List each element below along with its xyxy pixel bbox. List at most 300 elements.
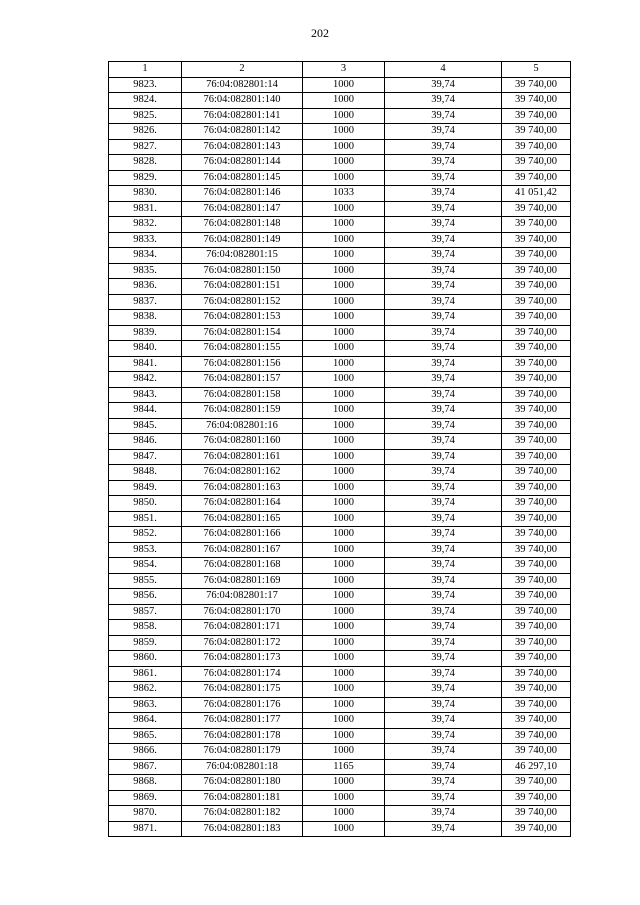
area-cell: 1000 bbox=[303, 465, 385, 481]
area-cell: 1000 bbox=[303, 480, 385, 496]
area-cell: 1000 bbox=[303, 558, 385, 574]
row-number-cell: 9853. bbox=[109, 542, 182, 558]
row-number-cell: 9854. bbox=[109, 558, 182, 574]
table-row bbox=[109, 449, 571, 465]
cadastral-number-cell: 76:04:082801:18 bbox=[182, 759, 303, 775]
cadastral-number-cell: 76:04:082801:171 bbox=[182, 620, 303, 636]
amount-cell: 39 740,00 bbox=[502, 170, 571, 186]
area-cell: 1000 bbox=[303, 108, 385, 124]
table-row bbox=[109, 356, 571, 372]
row-number-cell: 9845. bbox=[109, 418, 182, 434]
cadastral-number-cell: 76:04:082801:140 bbox=[182, 93, 303, 109]
rate-cell: 39,74 bbox=[385, 651, 502, 667]
area-cell: 1000 bbox=[303, 682, 385, 698]
rate-cell: 39,74 bbox=[385, 155, 502, 171]
area-cell: 1000 bbox=[303, 620, 385, 636]
cadastral-number-cell: 76:04:082801:15 bbox=[182, 248, 303, 264]
page-number: 202 bbox=[311, 26, 329, 40]
row-number-cell: 9846. bbox=[109, 434, 182, 450]
table-row bbox=[109, 542, 571, 558]
rate-cell: 39,74 bbox=[385, 511, 502, 527]
area-cell: 1033 bbox=[303, 186, 385, 202]
rate-cell: 39,74 bbox=[385, 186, 502, 202]
area-cell: 1000 bbox=[303, 155, 385, 171]
area-cell: 1000 bbox=[303, 604, 385, 620]
row-number-cell: 9851. bbox=[109, 511, 182, 527]
row-number-cell: 9859. bbox=[109, 635, 182, 651]
table-row bbox=[109, 387, 571, 403]
area-cell: 1000 bbox=[303, 387, 385, 403]
amount-cell: 39 740,00 bbox=[502, 744, 571, 760]
amount-cell: 39 740,00 bbox=[502, 403, 571, 419]
amount-cell: 39 740,00 bbox=[502, 465, 571, 481]
amount-cell: 39 740,00 bbox=[502, 790, 571, 806]
amount-cell: 39 740,00 bbox=[502, 232, 571, 248]
table-row bbox=[109, 201, 571, 217]
amount-cell: 39 740,00 bbox=[502, 108, 571, 124]
table-body bbox=[109, 77, 571, 837]
table-row bbox=[109, 294, 571, 310]
row-number-cell: 9860. bbox=[109, 651, 182, 667]
amount-cell: 39 740,00 bbox=[502, 682, 571, 698]
row-number-cell: 9836. bbox=[109, 279, 182, 295]
column-header: 5 bbox=[502, 62, 571, 78]
amount-cell: 39 740,00 bbox=[502, 434, 571, 450]
row-number-cell: 9833. bbox=[109, 232, 182, 248]
area-cell: 1000 bbox=[303, 434, 385, 450]
cadastral-number-cell: 76:04:082801:150 bbox=[182, 263, 303, 279]
row-number-cell: 9841. bbox=[109, 356, 182, 372]
amount-cell: 39 740,00 bbox=[502, 511, 571, 527]
table-row bbox=[109, 341, 571, 357]
amount-cell: 39 740,00 bbox=[502, 294, 571, 310]
amount-cell: 39 740,00 bbox=[502, 248, 571, 264]
amount-cell: 39 740,00 bbox=[502, 155, 571, 171]
rate-cell: 39,74 bbox=[385, 232, 502, 248]
table-row bbox=[109, 170, 571, 186]
amount-cell: 39 740,00 bbox=[502, 775, 571, 791]
table-row bbox=[109, 325, 571, 341]
row-number-cell: 9850. bbox=[109, 496, 182, 512]
table-row bbox=[109, 589, 571, 605]
amount-cell: 39 740,00 bbox=[502, 527, 571, 543]
row-number-cell: 9861. bbox=[109, 666, 182, 682]
area-cell: 1000 bbox=[303, 589, 385, 605]
row-number-cell: 9844. bbox=[109, 403, 182, 419]
row-number-cell: 9862. bbox=[109, 682, 182, 698]
amount-cell: 39 740,00 bbox=[502, 139, 571, 155]
cadastral-number-cell: 76:04:082801:174 bbox=[182, 666, 303, 682]
row-number-cell: 9867. bbox=[109, 759, 182, 775]
cadastral-number-cell: 76:04:082801:154 bbox=[182, 325, 303, 341]
row-number-cell: 9869. bbox=[109, 790, 182, 806]
area-cell: 1000 bbox=[303, 542, 385, 558]
amount-cell: 39 740,00 bbox=[502, 310, 571, 326]
cadastral-number-cell: 76:04:082801:147 bbox=[182, 201, 303, 217]
amount-cell: 39 740,00 bbox=[502, 620, 571, 636]
data-table bbox=[108, 61, 571, 837]
amount-cell: 39 740,00 bbox=[502, 480, 571, 496]
area-cell: 1000 bbox=[303, 356, 385, 372]
table-row bbox=[109, 635, 571, 651]
area-cell: 1000 bbox=[303, 496, 385, 512]
rate-cell: 39,74 bbox=[385, 620, 502, 636]
cadastral-number-cell: 76:04:082801:173 bbox=[182, 651, 303, 667]
amount-cell: 46 297,10 bbox=[502, 759, 571, 775]
cadastral-number-cell: 76:04:082801:166 bbox=[182, 527, 303, 543]
amount-cell: 39 740,00 bbox=[502, 635, 571, 651]
rate-cell: 39,74 bbox=[385, 790, 502, 806]
cadastral-number-cell: 76:04:082801:152 bbox=[182, 294, 303, 310]
table-row bbox=[109, 434, 571, 450]
cadastral-number-cell: 76:04:082801:149 bbox=[182, 232, 303, 248]
rate-cell: 39,74 bbox=[385, 434, 502, 450]
rate-cell: 39,74 bbox=[385, 806, 502, 822]
area-cell: 1000 bbox=[303, 403, 385, 419]
rate-cell: 39,74 bbox=[385, 294, 502, 310]
amount-cell: 39 740,00 bbox=[502, 124, 571, 140]
table-row bbox=[109, 666, 571, 682]
row-number-cell: 9839. bbox=[109, 325, 182, 341]
table-row bbox=[109, 790, 571, 806]
table-row bbox=[109, 155, 571, 171]
amount-cell: 39 740,00 bbox=[502, 325, 571, 341]
rate-cell: 39,74 bbox=[385, 713, 502, 729]
row-number-cell: 9823. bbox=[109, 77, 182, 93]
row-number-cell: 9856. bbox=[109, 589, 182, 605]
cadastral-number-cell: 76:04:082801:153 bbox=[182, 310, 303, 326]
cadastral-number-cell: 76:04:082801:179 bbox=[182, 744, 303, 760]
table-row bbox=[109, 108, 571, 124]
rate-cell: 39,74 bbox=[385, 666, 502, 682]
area-cell: 1000 bbox=[303, 527, 385, 543]
table-row bbox=[109, 186, 571, 202]
cadastral-number-cell: 76:04:082801:182 bbox=[182, 806, 303, 822]
amount-cell: 39 740,00 bbox=[502, 713, 571, 729]
cadastral-number-cell: 76:04:082801:168 bbox=[182, 558, 303, 574]
cadastral-number-cell: 76:04:082801:170 bbox=[182, 604, 303, 620]
area-cell: 1000 bbox=[303, 806, 385, 822]
row-number-cell: 9863. bbox=[109, 697, 182, 713]
table-row bbox=[109, 697, 571, 713]
table-row bbox=[109, 217, 571, 233]
rate-cell: 39,74 bbox=[385, 387, 502, 403]
amount-cell: 39 740,00 bbox=[502, 418, 571, 434]
cadastral-number-cell: 76:04:082801:142 bbox=[182, 124, 303, 140]
area-cell: 1000 bbox=[303, 170, 385, 186]
area-cell: 1000 bbox=[303, 418, 385, 434]
rate-cell: 39,74 bbox=[385, 697, 502, 713]
row-number-cell: 9848. bbox=[109, 465, 182, 481]
rate-cell: 39,74 bbox=[385, 635, 502, 651]
row-number-cell: 9866. bbox=[109, 744, 182, 760]
row-number-cell: 9842. bbox=[109, 372, 182, 388]
cadastral-number-cell: 76:04:082801:178 bbox=[182, 728, 303, 744]
area-cell: 1000 bbox=[303, 93, 385, 109]
cadastral-number-cell: 76:04:082801:161 bbox=[182, 449, 303, 465]
amount-cell: 39 740,00 bbox=[502, 651, 571, 667]
cadastral-number-cell: 76:04:082801:180 bbox=[182, 775, 303, 791]
column-header: 1 bbox=[109, 62, 182, 78]
rate-cell: 39,74 bbox=[385, 139, 502, 155]
cadastral-number-cell: 76:04:082801:177 bbox=[182, 713, 303, 729]
rate-cell: 39,74 bbox=[385, 542, 502, 558]
cadastral-number-cell: 76:04:082801:183 bbox=[182, 821, 303, 837]
amount-cell: 39 740,00 bbox=[502, 806, 571, 822]
row-number-cell: 9838. bbox=[109, 310, 182, 326]
amount-cell: 39 740,00 bbox=[502, 821, 571, 837]
area-cell: 1000 bbox=[303, 279, 385, 295]
row-number-cell: 9840. bbox=[109, 341, 182, 357]
table-row bbox=[109, 480, 571, 496]
column-header: 2 bbox=[182, 62, 303, 78]
row-number-cell: 9843. bbox=[109, 387, 182, 403]
rate-cell: 39,74 bbox=[385, 449, 502, 465]
area-cell: 1000 bbox=[303, 728, 385, 744]
area-cell: 1000 bbox=[303, 217, 385, 233]
rate-cell: 39,74 bbox=[385, 77, 502, 93]
cadastral-number-cell: 76:04:082801:165 bbox=[182, 511, 303, 527]
cadastral-number-cell: 76:04:082801:157 bbox=[182, 372, 303, 388]
amount-cell: 39 740,00 bbox=[502, 697, 571, 713]
row-number-cell: 9832. bbox=[109, 217, 182, 233]
table-row bbox=[109, 527, 571, 543]
table-row bbox=[109, 93, 571, 109]
table-row bbox=[109, 263, 571, 279]
cadastral-number-cell: 76:04:082801:176 bbox=[182, 697, 303, 713]
rate-cell: 39,74 bbox=[385, 403, 502, 419]
cadastral-number-cell: 76:04:082801:159 bbox=[182, 403, 303, 419]
area-cell: 1000 bbox=[303, 232, 385, 248]
row-number-cell: 9852. bbox=[109, 527, 182, 543]
rate-cell: 39,74 bbox=[385, 418, 502, 434]
cadastral-number-cell: 76:04:082801:151 bbox=[182, 279, 303, 295]
row-number-cell: 9830. bbox=[109, 186, 182, 202]
row-number-cell: 9834. bbox=[109, 248, 182, 264]
area-cell: 1000 bbox=[303, 325, 385, 341]
area-cell: 1000 bbox=[303, 77, 385, 93]
area-cell: 1000 bbox=[303, 666, 385, 682]
area-cell: 1000 bbox=[303, 341, 385, 357]
table-row bbox=[109, 759, 571, 775]
row-number-cell: 9825. bbox=[109, 108, 182, 124]
area-cell: 1000 bbox=[303, 635, 385, 651]
amount-cell: 39 740,00 bbox=[502, 496, 571, 512]
rate-cell: 39,74 bbox=[385, 310, 502, 326]
row-number-cell: 9868. bbox=[109, 775, 182, 791]
table-row bbox=[109, 682, 571, 698]
area-cell: 1000 bbox=[303, 139, 385, 155]
row-number-cell: 9857. bbox=[109, 604, 182, 620]
rate-cell: 39,74 bbox=[385, 279, 502, 295]
area-cell: 1000 bbox=[303, 294, 385, 310]
row-number-cell: 9864. bbox=[109, 713, 182, 729]
rate-cell: 39,74 bbox=[385, 108, 502, 124]
amount-cell: 39 740,00 bbox=[502, 93, 571, 109]
cadastral-number-cell: 76:04:082801:158 bbox=[182, 387, 303, 403]
row-number-cell: 9849. bbox=[109, 480, 182, 496]
area-cell: 1000 bbox=[303, 248, 385, 264]
row-number-cell: 9828. bbox=[109, 155, 182, 171]
rate-cell: 39,74 bbox=[385, 496, 502, 512]
amount-cell: 39 740,00 bbox=[502, 449, 571, 465]
cadastral-number-cell: 76:04:082801:16 bbox=[182, 418, 303, 434]
table-row bbox=[109, 620, 571, 636]
cadastral-number-cell: 76:04:082801:172 bbox=[182, 635, 303, 651]
cadastral-number-cell: 76:04:082801:162 bbox=[182, 465, 303, 481]
amount-cell: 39 740,00 bbox=[502, 341, 571, 357]
amount-cell: 41 051,42 bbox=[502, 186, 571, 202]
cadastral-number-cell: 76:04:082801:160 bbox=[182, 434, 303, 450]
rate-cell: 39,74 bbox=[385, 201, 502, 217]
rate-cell: 39,74 bbox=[385, 573, 502, 589]
table-row bbox=[109, 604, 571, 620]
rate-cell: 39,74 bbox=[385, 341, 502, 357]
rate-cell: 39,74 bbox=[385, 682, 502, 698]
table-row bbox=[109, 744, 571, 760]
rate-cell: 39,74 bbox=[385, 527, 502, 543]
amount-cell: 39 740,00 bbox=[502, 356, 571, 372]
cadastral-number-cell: 76:04:082801:175 bbox=[182, 682, 303, 698]
cadastral-number-cell: 76:04:082801:144 bbox=[182, 155, 303, 171]
rate-cell: 39,74 bbox=[385, 465, 502, 481]
table-row bbox=[109, 465, 571, 481]
table-row bbox=[109, 558, 571, 574]
table-row bbox=[109, 496, 571, 512]
rate-cell: 39,74 bbox=[385, 558, 502, 574]
row-number-cell: 9847. bbox=[109, 449, 182, 465]
cadastral-number-cell: 76:04:082801:167 bbox=[182, 542, 303, 558]
cadastral-number-cell: 76:04:082801:17 bbox=[182, 589, 303, 605]
rate-cell: 39,74 bbox=[385, 325, 502, 341]
row-number-cell: 9829. bbox=[109, 170, 182, 186]
row-number-cell: 9835. bbox=[109, 263, 182, 279]
row-number-cell: 9837. bbox=[109, 294, 182, 310]
table-row bbox=[109, 713, 571, 729]
amount-cell: 39 740,00 bbox=[502, 728, 571, 744]
rate-cell: 39,74 bbox=[385, 248, 502, 264]
area-cell: 1000 bbox=[303, 651, 385, 667]
rate-cell: 39,74 bbox=[385, 759, 502, 775]
row-number-cell: 9855. bbox=[109, 573, 182, 589]
table-row bbox=[109, 124, 571, 140]
area-cell: 1000 bbox=[303, 511, 385, 527]
rate-cell: 39,74 bbox=[385, 217, 502, 233]
table-row bbox=[109, 232, 571, 248]
cadastral-number-cell: 76:04:082801:156 bbox=[182, 356, 303, 372]
area-cell: 1000 bbox=[303, 821, 385, 837]
cadastral-number-cell: 76:04:082801:169 bbox=[182, 573, 303, 589]
area-cell: 1000 bbox=[303, 790, 385, 806]
row-number-cell: 9827. bbox=[109, 139, 182, 155]
area-cell: 1000 bbox=[303, 573, 385, 589]
area-cell: 1000 bbox=[303, 713, 385, 729]
area-cell: 1000 bbox=[303, 310, 385, 326]
table-row bbox=[109, 403, 571, 419]
table-row bbox=[109, 77, 571, 93]
cadastral-number-cell: 76:04:082801:14 bbox=[182, 77, 303, 93]
amount-cell: 39 740,00 bbox=[502, 573, 571, 589]
column-header: 4 bbox=[385, 62, 502, 78]
row-number-cell: 9858. bbox=[109, 620, 182, 636]
amount-cell: 39 740,00 bbox=[502, 201, 571, 217]
rate-cell: 39,74 bbox=[385, 356, 502, 372]
cadastral-number-cell: 76:04:082801:163 bbox=[182, 480, 303, 496]
table-row bbox=[109, 279, 571, 295]
table-header-row bbox=[109, 62, 571, 78]
rate-cell: 39,74 bbox=[385, 480, 502, 496]
cadastral-number-cell: 76:04:082801:155 bbox=[182, 341, 303, 357]
amount-cell: 39 740,00 bbox=[502, 542, 571, 558]
row-number-cell: 9871. bbox=[109, 821, 182, 837]
table-row bbox=[109, 511, 571, 527]
cadastral-number-cell: 76:04:082801:164 bbox=[182, 496, 303, 512]
row-number-cell: 9824. bbox=[109, 93, 182, 109]
rate-cell: 39,74 bbox=[385, 263, 502, 279]
table-row bbox=[109, 372, 571, 388]
amount-cell: 39 740,00 bbox=[502, 558, 571, 574]
cadastral-number-cell: 76:04:082801:146 bbox=[182, 186, 303, 202]
rate-cell: 39,74 bbox=[385, 170, 502, 186]
area-cell: 1000 bbox=[303, 124, 385, 140]
amount-cell: 39 740,00 bbox=[502, 604, 571, 620]
amount-cell: 39 740,00 bbox=[502, 217, 571, 233]
amount-cell: 39 740,00 bbox=[502, 666, 571, 682]
rate-cell: 39,74 bbox=[385, 728, 502, 744]
table-row bbox=[109, 775, 571, 791]
cadastral-number-cell: 76:04:082801:143 bbox=[182, 139, 303, 155]
amount-cell: 39 740,00 bbox=[502, 77, 571, 93]
amount-cell: 39 740,00 bbox=[502, 279, 571, 295]
cadastral-number-cell: 76:04:082801:148 bbox=[182, 217, 303, 233]
amount-cell: 39 740,00 bbox=[502, 589, 571, 605]
table-row bbox=[109, 418, 571, 434]
table-row bbox=[109, 821, 571, 837]
rate-cell: 39,74 bbox=[385, 744, 502, 760]
rate-cell: 39,74 bbox=[385, 93, 502, 109]
rate-cell: 39,74 bbox=[385, 589, 502, 605]
area-cell: 1000 bbox=[303, 744, 385, 760]
column-header: 3 bbox=[303, 62, 385, 78]
table-row bbox=[109, 310, 571, 326]
row-number-cell: 9826. bbox=[109, 124, 182, 140]
area-cell: 1165 bbox=[303, 759, 385, 775]
amount-cell: 39 740,00 bbox=[502, 372, 571, 388]
area-cell: 1000 bbox=[303, 372, 385, 388]
table-row bbox=[109, 651, 571, 667]
row-number-cell: 9865. bbox=[109, 728, 182, 744]
rate-cell: 39,74 bbox=[385, 604, 502, 620]
area-cell: 1000 bbox=[303, 775, 385, 791]
amount-cell: 39 740,00 bbox=[502, 387, 571, 403]
cadastral-number-cell: 76:04:082801:181 bbox=[182, 790, 303, 806]
cadastral-number-cell: 76:04:082801:145 bbox=[182, 170, 303, 186]
rate-cell: 39,74 bbox=[385, 372, 502, 388]
area-cell: 1000 bbox=[303, 201, 385, 217]
table-row bbox=[109, 573, 571, 589]
rate-cell: 39,74 bbox=[385, 775, 502, 791]
area-cell: 1000 bbox=[303, 449, 385, 465]
cadastral-number-cell: 76:04:082801:141 bbox=[182, 108, 303, 124]
table-row bbox=[109, 806, 571, 822]
row-number-cell: 9870. bbox=[109, 806, 182, 822]
rate-cell: 39,74 bbox=[385, 124, 502, 140]
amount-cell: 39 740,00 bbox=[502, 263, 571, 279]
row-number-cell: 9831. bbox=[109, 201, 182, 217]
area-cell: 1000 bbox=[303, 263, 385, 279]
table-row bbox=[109, 248, 571, 264]
area-cell: 1000 bbox=[303, 697, 385, 713]
